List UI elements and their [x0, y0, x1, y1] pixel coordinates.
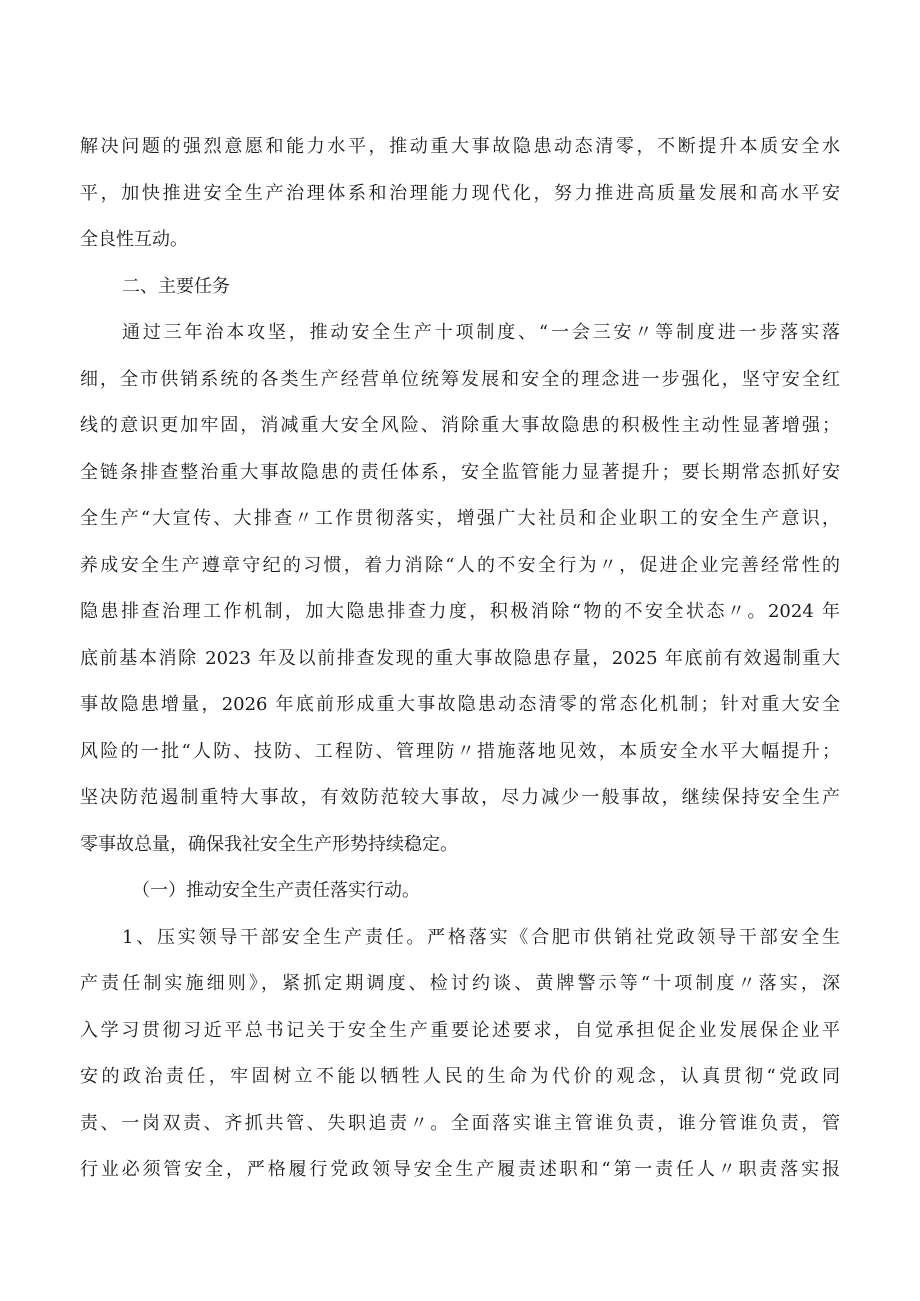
text-line: 坚决防范遏制重特大事故，有效防范较大事故，尽力减少一般事故，继续保持安全生产: [80, 787, 840, 808]
text-line: 全生产“大宣传、大排查〃工作贯彻落实，增强广大社员和企业职工的安全生产意识，: [80, 508, 840, 529]
section-heading: 二、主要任务: [122, 275, 230, 297]
text-line: 隐患排查治理工作机制，加大隐患排查力度，积极消除“物的不安全状态〃。2024 年: [80, 601, 840, 622]
text-line: 行业必须管安全，严格履行党政领导安全生产履责述职和“第一责任人〃职责落实报: [80, 1159, 840, 1180]
text-line: 1、压实领导干部安全生产责任。严格落实《合肥市供销社党政领导干部安全生: [122, 926, 840, 948]
text-line: 产责任制实施细则》，紧抓定期调度、检讨约谈、黄牌警示等“十项制度〃落实，深: [80, 973, 840, 994]
text-line: 零事故总量，确保我社安全生产形势持续稳定。: [80, 833, 458, 855]
text-line: 责、一岗双责、齐抓共管、失职追责〃。全面落实谁主管谁负责，谁分管谁负责，管: [80, 1112, 840, 1134]
text-line: 解决问题的强烈意愿和能力水平，推动重大事故隐患动态清零，不断提升本质安全水: [80, 136, 840, 157]
text-line: 事故隐患增量，2026 年底前形成重大事故隐患动态清零的常态化机制；针对重大安全: [80, 694, 840, 715]
text-line: 全链条排查整治重大事故隐患的责任体系，安全监管能力显著提升；要长期常态抓好安: [80, 461, 840, 483]
text-line: 线的意识更加牢固，消减重大安全风险、消除重大事故隐患的积极性主动性显著增强；: [80, 415, 840, 436]
text-line: 入学习贯彻习近平总书记关于安全生产重要论述要求，自觉承担促企业发展保企业平: [80, 1019, 840, 1041]
text-line: 通过三年治本攻坚，推动安全生产十项制度、“一会三安〃等制度进一步落实落: [122, 322, 840, 343]
text-line: 风险的一批“人防、技防、工程防、管理防〃措施落地见效，本质安全水平大幅提升；: [80, 740, 840, 762]
text-line: 细，全市供销系统的各类生产经营单位统筹发展和安全的理念进一步强化，坚守安全红: [80, 368, 840, 390]
text-line: 安的政治责任，牢固树立不能以牺牲人民的生命为代价的观念，认真贯彻“党政同: [80, 1066, 840, 1087]
text-line: 平，加快推进安全生产治理体系和治理能力现代化，努力推进高质量发展和高水平安: [80, 182, 840, 204]
document-body: [80, 124, 840, 1194]
subsection-heading: （一）推动安全生产责任落实行动。: [132, 880, 420, 901]
text-line: 全良性互动。: [80, 229, 188, 250]
text-line: 底前基本消除 2023 年及以前排查发现的重大事故隐患存量，2025 年底前有效遏制重大: [80, 647, 840, 669]
text-line: 养成安全生产遵章守纪的习惯，着力消除“人的不安全行为〃，促进企业完善经常性的: [80, 554, 840, 576]
